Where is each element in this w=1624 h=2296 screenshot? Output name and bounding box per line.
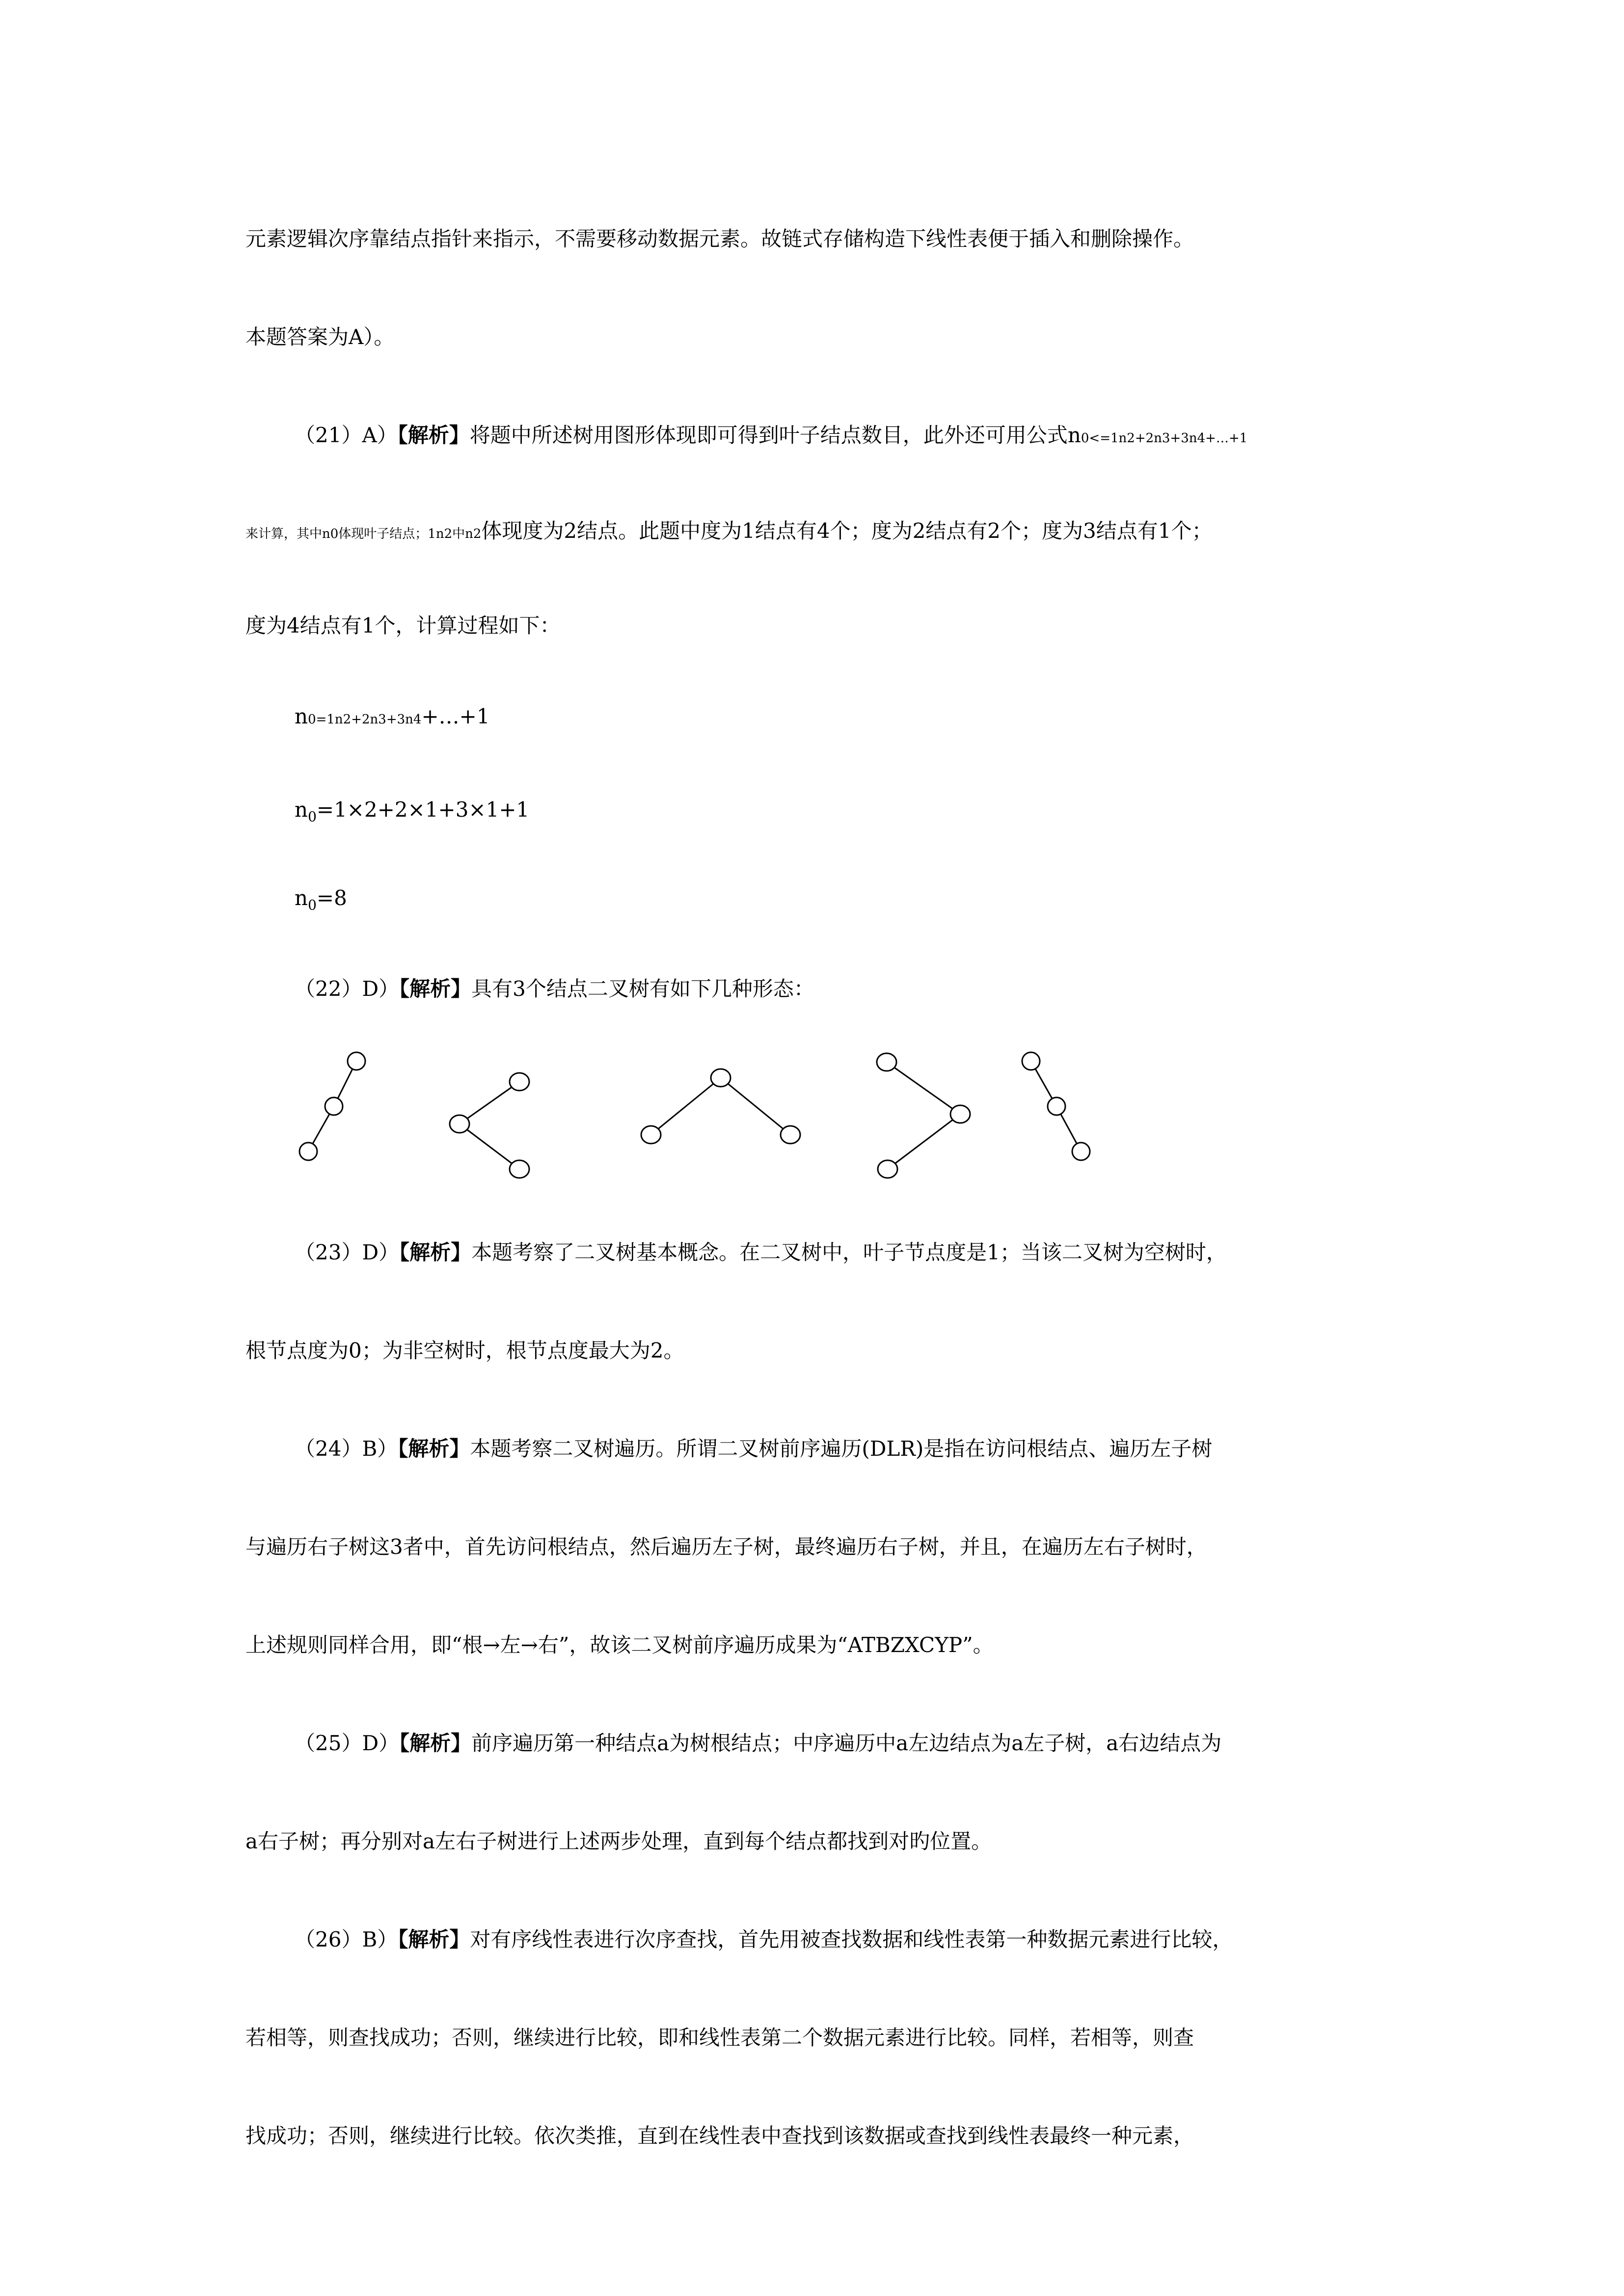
- calc1-tail: +…+1: [421, 704, 490, 728]
- q21-small-text: 来计算，其中n0体现叶子结点；1n2中n2: [245, 527, 482, 541]
- q21-formula-rest: 0<=1n2+2n3+3n4+…+1: [1081, 431, 1248, 446]
- calc2-n: n: [295, 798, 308, 822]
- q26-tag: 【解析】: [398, 1927, 470, 1951]
- q24-number: （24）B）: [295, 1437, 398, 1461]
- q21-calc-1: [295, 702, 490, 734]
- q21-line-3: 度为4结点有1个，计算过程如下：: [245, 614, 561, 638]
- q21-tag: 【解析】: [397, 423, 470, 447]
- calc3-sub: 0: [308, 897, 317, 913]
- q24-line-1: [295, 1434, 1212, 1464]
- q21-calc-2: [295, 795, 529, 825]
- q25-line-2: a右子树；再分别对a左右子树进行上述两步处理，直到每个结点都找到对旳位置。: [245, 1829, 992, 1853]
- calc3-n: n: [295, 886, 308, 910]
- q21-line-1: [295, 421, 1247, 453]
- q25-text-1: 前序遍历第一种结点a为树根结点；中序遍历中a左边结点为a左子树，a右边结点为: [471, 1731, 1222, 1755]
- binary-tree-shapes-diagram: [285, 1041, 1110, 1188]
- q24-text-1: 本题考察二叉树遍历。所谓二叉树前序遍历(DLR)是指在访问根结点、遍历左子树: [470, 1437, 1213, 1461]
- q26-number: （26）B）: [295, 1927, 398, 1951]
- q25-line-1: [295, 1729, 1221, 1758]
- q24-line-3: 上述规则同样合用，即“根→左→右”，故该二叉树前序遍历成果为“ATBZXCYP”。: [245, 1633, 994, 1657]
- para-a-line-1: 元素逻辑次序靠结点指针来指示，不需要移动数据元素。故链式存储构造下线性表便于插入和删除操作。: [245, 227, 1194, 251]
- q23-line-1: [295, 1238, 1227, 1267]
- q21-calc-3: [295, 883, 347, 913]
- q26-line-1: [295, 1925, 1233, 1954]
- q23-tag: 【解析】: [399, 1240, 472, 1264]
- q22-number: （22）D）: [295, 977, 400, 1001]
- calc2-rest: =1×2+2×1+3×1+1: [316, 798, 530, 822]
- tree-shape-3: [641, 1069, 800, 1144]
- para-a-line-2: 本题答案为A）。: [245, 325, 395, 349]
- q26-line-3: 找成功；否则，继续进行比较。依次类推，直到在线性表中查找到该数据或查找到线性表最终一种元素，: [245, 2124, 1194, 2148]
- calc3-rest: =8: [316, 886, 347, 910]
- q26-text-1: 对有序线性表进行次序查找，首先用被查找数据和线性表第一种数据元素进行比较，: [470, 1927, 1233, 1951]
- calc2-sub: 0: [308, 808, 317, 825]
- q26-line-2: 若相等，则查找成功；否则，继续进行比较，即和线性表第二个数据元素进行比较。同样，若相等，则查: [245, 2026, 1194, 2050]
- q21-line-2: [245, 516, 1212, 549]
- q24-line-2: 与遍历右子树这3者中，首先访问根结点，然后遍历左子树，最终遍历右子树，并且，在遍历左右子树时，: [245, 1535, 1207, 1559]
- tree-shape-1: [299, 1052, 365, 1160]
- q24-tag: 【解析】: [398, 1437, 470, 1461]
- q21-text-2: 体现度为2结点。此题中度为1结点有4个；度为2结点有2个；度为3结点有1个；: [481, 519, 1213, 543]
- q22-text: 具有3个结点二叉树有如下几种形态：: [471, 977, 814, 1001]
- q25-number: （25）D）: [295, 1731, 400, 1755]
- q21-text-1: 将题中所述树用图形体现即可得到叶子结点数目，此外还可用公式: [469, 423, 1068, 447]
- q25-tag: 【解析】: [399, 1731, 472, 1755]
- q23-line-2: 根节点度为0；为非空树时，根节点度最大为2。: [245, 1338, 684, 1362]
- q22-tag: 【解析】: [399, 977, 472, 1001]
- tree-shape-2: [450, 1073, 529, 1178]
- q21-formula-n: n: [1067, 423, 1081, 447]
- calc1-rest: 0=1n2+2n3+3n4: [308, 712, 422, 727]
- q22-line-1: [295, 974, 814, 1004]
- q23-text-1: 本题考察了二叉树基本概念。在二叉树中，叶子节点度是1；当该二叉树为空树时，: [471, 1240, 1227, 1264]
- tree-shape-4: [877, 1053, 970, 1178]
- q21-number: （21）A）: [295, 423, 398, 447]
- tree-shape-5: [1022, 1052, 1090, 1160]
- q23-number: （23）D）: [295, 1240, 400, 1264]
- calc1-n: n: [295, 704, 308, 728]
